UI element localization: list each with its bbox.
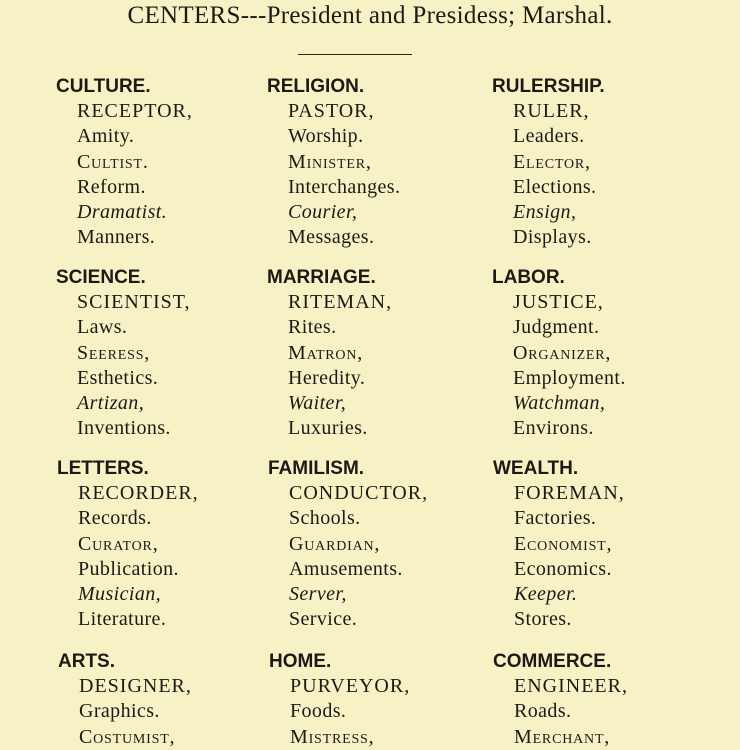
- office-title: Mistress,: [290, 725, 375, 748]
- office-duty: Literature.: [78, 608, 167, 631]
- office-title: RITEMAN,: [288, 291, 393, 313]
- office-duty: Schools.: [289, 507, 361, 530]
- office-title: RULER,: [513, 100, 590, 122]
- office-duty: Judgment.: [513, 316, 600, 339]
- section-religion: [267, 74, 400, 251]
- office-duty: Reform.: [77, 175, 146, 198]
- office-title: Courier,: [288, 201, 358, 224]
- office-title: Economist,: [514, 532, 613, 555]
- office-duty: Laws.: [77, 316, 128, 339]
- section-rulership: [492, 74, 605, 251]
- office-title: Minister,: [288, 150, 372, 173]
- office-title: Organizer,: [513, 341, 612, 364]
- section-heading: COMMERCE.: [493, 651, 612, 672]
- office-duty: Messages.: [288, 226, 375, 249]
- section-heading: RULERSHIP.: [492, 76, 605, 97]
- office-title: SCIENTIST,: [77, 291, 191, 313]
- office-title: PASTOR,: [288, 100, 375, 122]
- office-title: Merchant,: [514, 725, 611, 748]
- office-duty: Environs.: [513, 417, 594, 440]
- office-duty: Manners.: [77, 226, 156, 249]
- office-duty: Economics.: [514, 557, 612, 580]
- section-letters: [57, 456, 199, 633]
- section-heading: FAMILISM.: [268, 458, 365, 479]
- office-title: Matron,: [288, 341, 364, 364]
- page-title: CENTERS---President and Presidess; Marshal.: [127, 2, 613, 29]
- section-heading: WEALTH.: [493, 458, 579, 479]
- office-title: FOREMAN,: [514, 482, 625, 504]
- office-title: CONDUCTOR,: [289, 482, 429, 504]
- office-title: Guardian,: [289, 532, 381, 555]
- office-duty: Records.: [78, 507, 152, 530]
- section-heading: SCIENCE.: [56, 267, 146, 288]
- office-title: Artizan,: [77, 392, 145, 415]
- office-duty: Worship.: [288, 125, 364, 148]
- section-heading: LABOR.: [492, 267, 565, 288]
- section-heading: ARTS.: [58, 651, 115, 672]
- office-duty: Displays.: [513, 226, 592, 249]
- section-culture: [56, 74, 193, 251]
- section-home: [269, 649, 410, 750]
- office-title: Cultist.: [77, 150, 149, 173]
- office-duty: Publication.: [78, 557, 179, 580]
- office-duty: Inventions.: [77, 417, 171, 440]
- section-arts: [58, 649, 192, 750]
- section-wealth: [493, 456, 625, 633]
- section-labor: [492, 265, 626, 442]
- office-title: Keeper.: [514, 583, 578, 606]
- office-title: Elector,: [513, 150, 591, 173]
- office-duty: Employment.: [513, 366, 626, 389]
- office-duty: Foods.: [290, 700, 347, 723]
- office-title: DESIGNER,: [79, 675, 192, 697]
- section-heading: RELIGION.: [267, 76, 365, 97]
- office-title: Musician,: [78, 583, 162, 606]
- section-heading: MARRIAGE.: [267, 267, 376, 288]
- office-duty: Roads.: [514, 700, 572, 723]
- office-title: JUSTICE,: [513, 291, 604, 313]
- office-duty: Esthetics.: [77, 366, 159, 389]
- office-title: Server,: [289, 583, 347, 606]
- office-title: Waiter,: [288, 392, 347, 415]
- office-title: Curator,: [78, 532, 159, 555]
- section-commerce: [493, 649, 628, 750]
- office-duty: Graphics.: [79, 700, 160, 723]
- section-heading: CULTURE.: [56, 76, 151, 97]
- office-duty: Luxuries.: [288, 417, 368, 440]
- office-duty: Elections.: [513, 175, 597, 198]
- office-duty: Rites.: [288, 316, 337, 339]
- office-title: Watchman,: [513, 392, 606, 415]
- office-title: Costumist,: [79, 725, 176, 748]
- office-duty: Service.: [289, 608, 358, 631]
- office-duty: Stores.: [514, 608, 572, 631]
- office-title: Seeress,: [77, 341, 151, 364]
- office-duty: Factories.: [514, 507, 597, 530]
- office-duty: Amity.: [77, 125, 135, 148]
- office-duty: Interchanges.: [288, 175, 401, 198]
- office-duty: Amusements.: [289, 557, 403, 580]
- section-science: [56, 265, 191, 442]
- office-title: RECORDER,: [78, 482, 199, 504]
- office-title: Dramatist.: [77, 201, 168, 224]
- section-marriage: [267, 265, 392, 442]
- office-title: ENGINEER,: [514, 675, 628, 697]
- office-title: PURVEYOR,: [290, 675, 411, 697]
- office-title: Ensign,: [513, 201, 577, 224]
- section-heading: LETTERS.: [57, 458, 149, 479]
- office-duty: Leaders.: [513, 125, 585, 148]
- section-familism: [268, 456, 428, 633]
- title-divider: [298, 54, 412, 55]
- office-title: RECEPTOR,: [77, 100, 193, 122]
- section-heading: HOME.: [269, 651, 332, 672]
- office-duty: Heredity.: [288, 366, 366, 389]
